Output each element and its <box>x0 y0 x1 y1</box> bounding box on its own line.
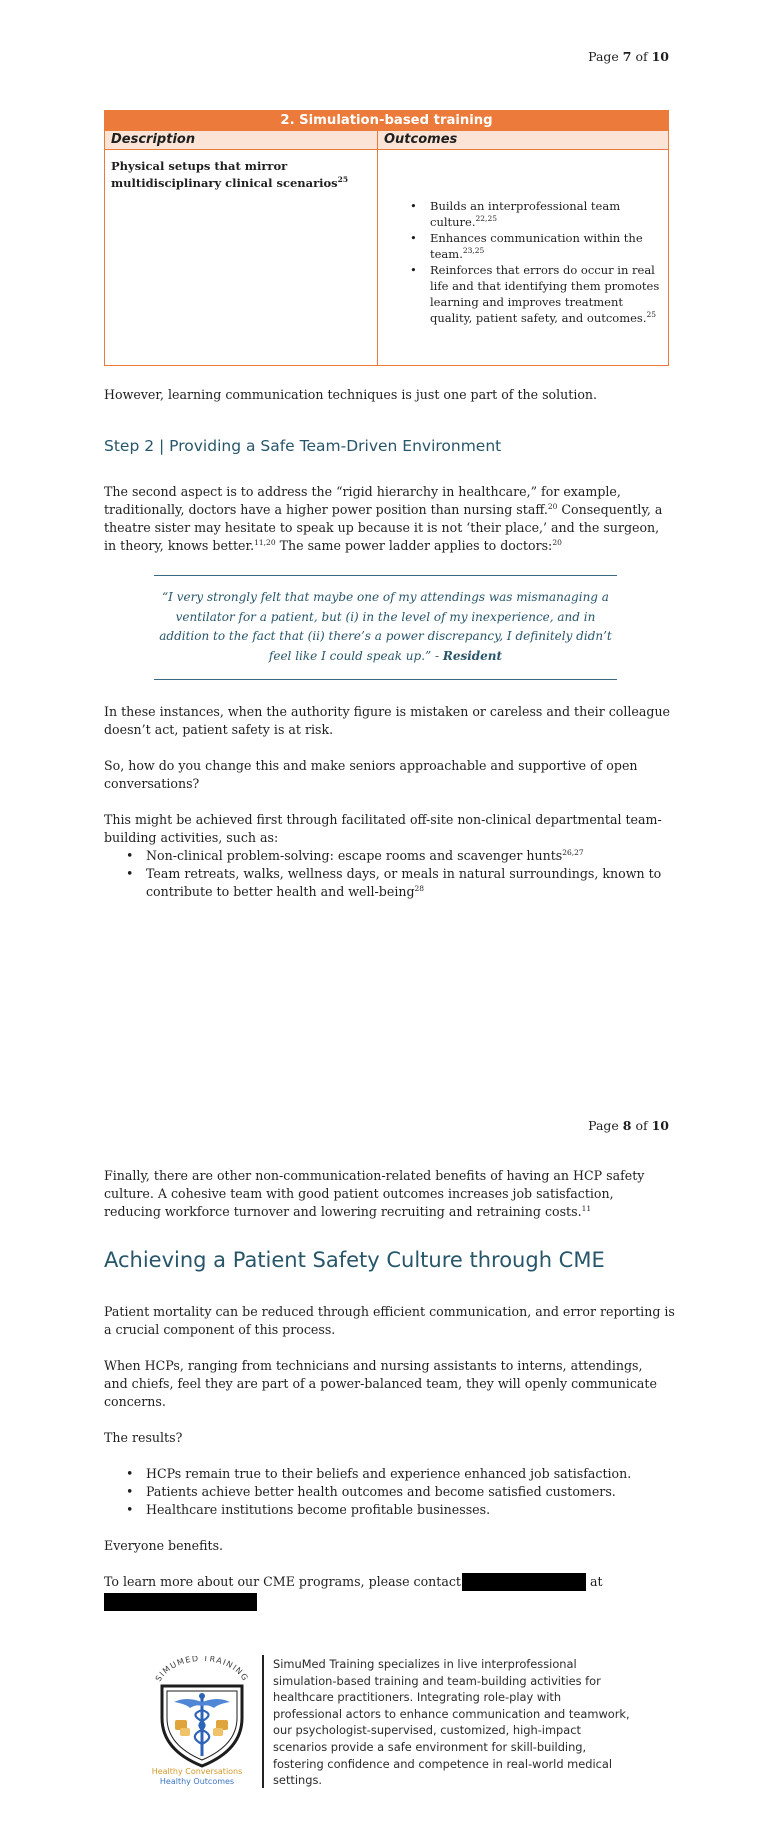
list-item: • Reinforces that errors do occur in real life and that identifying them promotes learning and improves treatment quality, patient safety, and outcomes.$^{25}$ <box>410 262 660 326</box>
table-title: 2. Simulation-based training <box>105 111 668 130</box>
contact-at: at <box>590 1574 603 1589</box>
footer-divider <box>262 1655 264 1788</box>
page-8-header: Page 8 of 10 <box>588 1118 669 1133</box>
hcp-paragraph: When HCPs, ranging from technicians and nursing assistants to interns, attendings, and chiefs, feel they are part of a power-balanced team, they will openly communicate concerns. <box>104 1358 657 1409</box>
question-paragraph: So, how do you change this and make seniors approachable and supportive of open conversations? <box>104 758 638 791</box>
activities-list <box>104 847 684 901</box>
page-7-header: Page 7 of 10 <box>588 49 669 64</box>
list-item: • Non-clinical problem-solving: escape rooms and scavenger hunts$^{26,27}$ <box>104 847 684 865</box>
team-building-paragraph: This might be achieved first through facilitated off-site non-clinical departmental team-building activities, such as: <box>104 812 662 845</box>
logo-tagline: Healthy Conversations Healthy Outcomes <box>151 1767 243 1786</box>
outcomes-list <box>378 198 660 326</box>
list-item: • Team retreats, walks, wellness days, or meals in natural surroundings, known to contribute to better health and well-being$^{28}$ <box>104 865 684 901</box>
list-item: • Healthcare institutions become profitable businesses. <box>104 1501 694 1519</box>
hierarchy-paragraph: The second aspect is to address the “rigid hierarchy in healthcare,” for example, traditionally, doctors have a higher power position than nursing staff.$^{20}$ Consequently, a theatre sister may hesitate to speak up because it is not ‘their place,’ and the surgeon, in theory, knows better.$^{11,20}$ The same power ladder applies to doctors:$^{20}$ <box>104 484 663 553</box>
redacted-contact-email <box>104 1593 257 1611</box>
page-title: Achieving a Patient Safety Culture through CME <box>104 1248 605 1272</box>
company-description: SimuMed Training specializes in live interprofessional simulation-based training and team-building activities for healthcare practitioners. Integrating role-play with professional actors to enhance communication and teamwork, our psychologist-supervised, customized, high-impact scenarios provide a safe environment for skill-building, fostering confidence and competence in real-world medical settings. <box>273 1657 630 1788</box>
list-item: • HCPs remain true to their beliefs and experience enhanced job satisfaction. <box>104 1465 694 1483</box>
table-header-row <box>105 130 668 150</box>
step-2-heading: Step 2 | Providing a Safe Team-Driven Environment <box>104 437 502 455</box>
after-table-text: However, learning communication techniques is just one part of the solution. <box>104 387 598 402</box>
svg-text:SIMUMED TRAINING: SIMUMED TRAINING <box>153 1656 251 1684</box>
redacted-contact-name <box>462 1573 586 1591</box>
benefits-paragraph: Finally, there are other non-communication-related benefits of having an HCP safety culture. A cohesive team with good patient outcomes increases job satisfaction, reducing workforce turnover and lowering recruiting and retraining costs.$^{11}$ <box>104 1168 645 1219</box>
mortality-paragraph: Patient mortality can be reduced through efficient communication, and error reporting is a crucial component of this process. <box>104 1304 675 1337</box>
col-header-outcomes: Outcomes <box>384 132 458 147</box>
col-header-description: Description <box>105 131 378 149</box>
outcomes-cell <box>378 150 668 366</box>
description-cell: Physical setups that mirror multidisciplinary clinical scenarios$^{25}$ <box>105 150 378 366</box>
contact-text: To learn more about our CME programs, please contact <box>104 1574 461 1589</box>
shield-icon <box>150 1656 254 1768</box>
authority-paragraph: In these instances, when the authority figure is mistaken or careless and their colleague doesn’t act, patient safety is at risk. <box>104 704 671 737</box>
resident-quote: “I very strongly felt that maybe one of my attendings was mismanaging a ventilator for a patient, but (i) in the level of my inexperience, and in addition to the fact that (ii) there’s a power discrepancy, I definitely didn’t feel like I could speak up.” - Resident <box>154 575 617 680</box>
results-list <box>104 1465 694 1519</box>
list-item: • Enhances communication within the team.$^{23,25}$ <box>410 230 660 262</box>
everyone-benefits: Everyone benefits. <box>104 1538 224 1553</box>
list-item: • Patients achieve better health outcomes and become satisfied customers. <box>104 1483 694 1501</box>
results-question: The results? <box>104 1430 183 1445</box>
list-item: • Builds an interprofessional team culture.$^{22,25}$ <box>410 198 660 230</box>
simulation-training-table <box>104 110 669 366</box>
table-row <box>105 150 668 366</box>
